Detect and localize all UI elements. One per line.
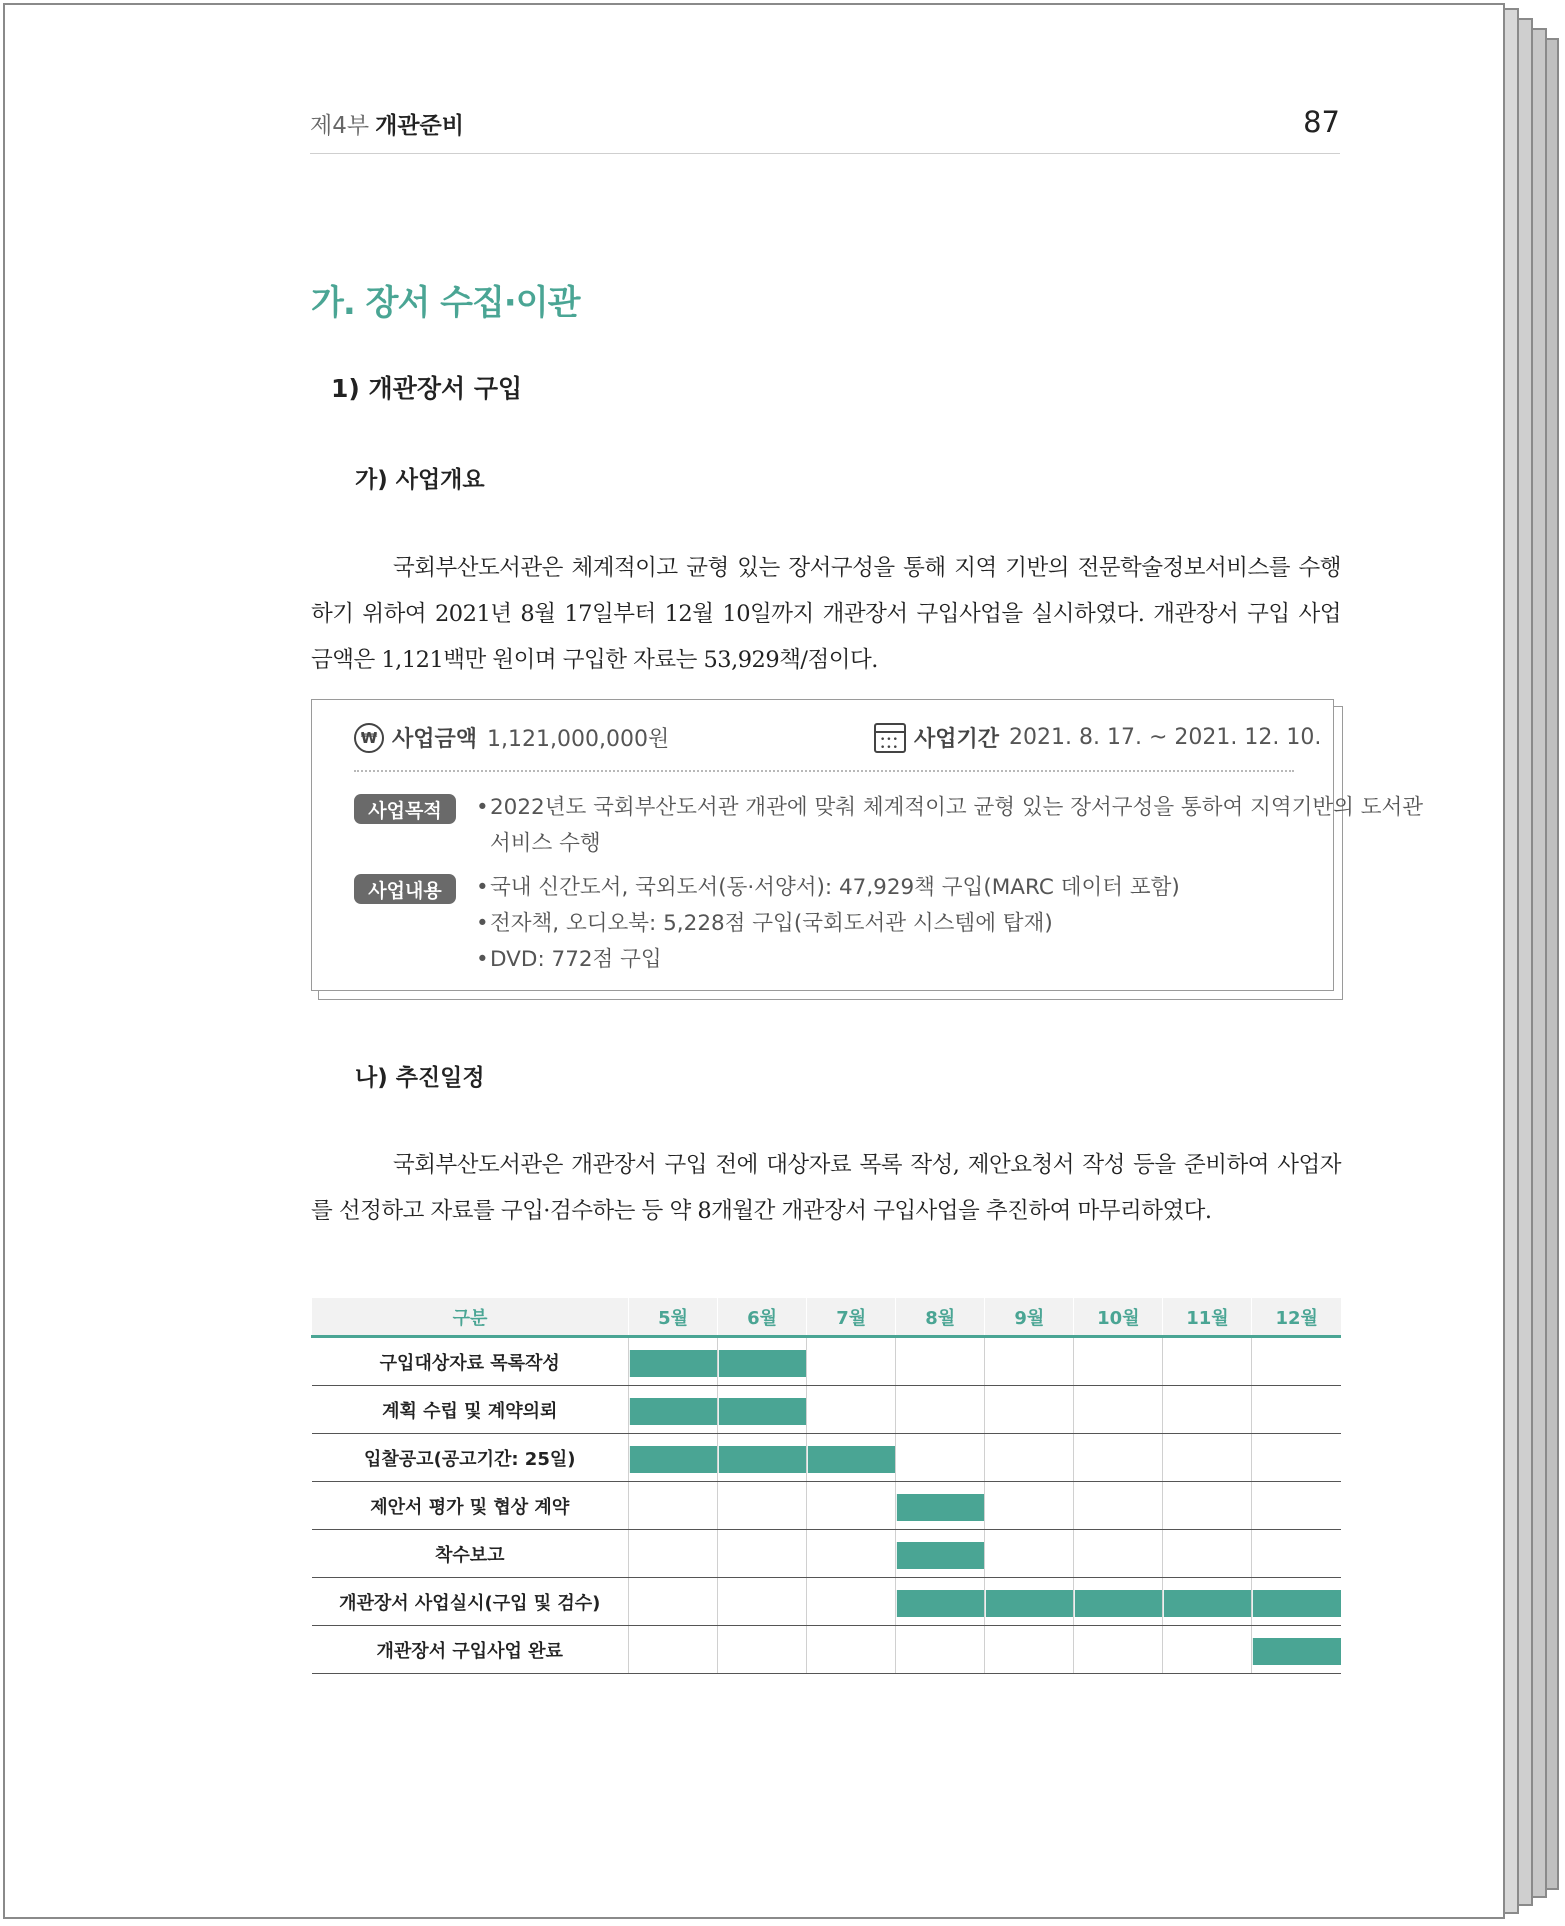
gantt-month-cell — [985, 1626, 1074, 1674]
gantt-month-cell — [718, 1337, 807, 1386]
gantt-month-header: 9월 — [985, 1298, 1074, 1337]
info-box — [311, 699, 1424, 991]
won-icon: ₩ — [354, 723, 384, 753]
gantt-month-cell — [1252, 1337, 1341, 1386]
gantt-bar — [896, 1542, 984, 1569]
gantt-month-cell — [1163, 1337, 1252, 1386]
gantt-task-label: 개관장서 사업실시(구입 및 검수) — [312, 1578, 629, 1626]
gantt-month-header: 10월 — [1074, 1298, 1163, 1337]
period-value: 2021. 8. 17. ~ 2021. 12. 10. — [1009, 725, 1322, 750]
gantt-month-cell — [985, 1530, 1074, 1578]
schedule-paragraph-text: 국회부산도서관은 개관장서 구입 전에 대상자료 목록 작성, 제안요청서 작성 등을 준비하여 사업자를 선정하고 자료를 구입·검수하는 등 약 8개월간 개관장서 구입사업을 추진하여 마무리하였다. — [311, 1152, 1341, 1224]
running-header — [310, 105, 1340, 154]
section-title: 가. 장서 수집·이관 — [311, 283, 580, 323]
gantt-bar — [807, 1446, 895, 1473]
gantt-month-cell — [1074, 1337, 1163, 1386]
page-edge — [1517, 18, 1533, 1906]
part-number: 제4부 — [310, 113, 370, 139]
amount-value: 1,121,000,000원 — [487, 727, 670, 752]
gantt-month-cell — [1252, 1578, 1341, 1626]
gantt-bar — [985, 1590, 1073, 1617]
schedule-heading: 나) 추진일정 — [355, 1065, 485, 1091]
period-label: 사업기간 — [914, 727, 1000, 752]
page-edge — [1545, 38, 1559, 1890]
gantt-bar — [1163, 1590, 1251, 1617]
gantt-month-header: 12월 — [1252, 1298, 1341, 1337]
book-page — [3, 3, 1505, 1919]
gantt-month-cell — [629, 1386, 718, 1434]
gantt-month-cell — [807, 1482, 896, 1530]
part-title: 개관준비 — [375, 113, 464, 139]
gantt-bar — [896, 1590, 984, 1617]
gantt-header-row — [312, 1298, 1342, 1337]
gantt-month-cell — [985, 1434, 1074, 1482]
gantt-task-row — [312, 1386, 1342, 1434]
gantt-month-cell — [807, 1626, 896, 1674]
gantt-month-cell — [1252, 1626, 1341, 1674]
gantt-month-cell — [629, 1434, 718, 1482]
gantt-month-cell — [718, 1386, 807, 1434]
gantt-month-cell — [1163, 1386, 1252, 1434]
gantt-bar — [1074, 1590, 1162, 1617]
gantt-month-cell — [1163, 1530, 1252, 1578]
gantt-month-cell — [1074, 1530, 1163, 1578]
gantt-month-cell — [985, 1482, 1074, 1530]
gantt-month-cell — [1252, 1386, 1341, 1434]
gantt-month-cell — [1074, 1626, 1163, 1674]
gantt-task-label: 입찰공고(공고기간: 25일) — [312, 1434, 629, 1482]
content-item: •전자책, 오디오북: 5,228점 구입(국회도서관 시스템에 탑재) — [476, 911, 1053, 936]
gantt-month-cell — [896, 1530, 985, 1578]
gantt-month-cell — [1163, 1626, 1252, 1674]
gantt-bar — [629, 1398, 717, 1425]
gantt-task-label: 개관장서 구입사업 완료 — [312, 1626, 629, 1674]
amount-label: 사업금액 — [392, 727, 478, 752]
gantt-month-cell — [896, 1337, 985, 1386]
gantt-task-row — [312, 1482, 1342, 1530]
gantt-month-cell — [1074, 1386, 1163, 1434]
gantt-task-row — [312, 1626, 1342, 1674]
gantt-bar — [1252, 1638, 1341, 1665]
gantt-month-cell — [896, 1626, 985, 1674]
gantt-category-header: 구분 — [312, 1298, 629, 1337]
gantt-month-cell — [807, 1530, 896, 1578]
gantt-month-cell — [985, 1337, 1074, 1386]
gantt-month-cell — [896, 1482, 985, 1530]
gantt-bar — [718, 1398, 806, 1425]
period-item — [874, 722, 1321, 753]
gantt-task-label: 구입대상자료 목록작성 — [312, 1337, 629, 1386]
gantt-month-header: 5월 — [629, 1298, 718, 1337]
content-item: •DVD: 772점 구입 — [476, 947, 662, 972]
running-header-part — [310, 107, 464, 140]
purpose-line-cont: 서비스 수행 — [490, 831, 601, 856]
gantt-month-cell — [718, 1530, 807, 1578]
gantt-month-cell — [1163, 1434, 1252, 1482]
gantt-month-cell — [807, 1578, 896, 1626]
gantt-month-cell — [629, 1337, 718, 1386]
gantt-month-cell — [718, 1626, 807, 1674]
gantt-month-cell — [718, 1482, 807, 1530]
gantt-month-cell — [1252, 1434, 1341, 1482]
content-tag: 사업내용 — [354, 874, 456, 904]
gantt-month-cell — [718, 1578, 807, 1626]
purpose-tag: 사업목적 — [354, 794, 456, 824]
gantt-task-label: 제안서 평가 및 협상 계약 — [312, 1482, 629, 1530]
gantt-month-header: 8월 — [896, 1298, 985, 1337]
gantt-bar — [718, 1446, 806, 1473]
gantt-month-cell — [807, 1337, 896, 1386]
gantt-month-cell — [1074, 1434, 1163, 1482]
gantt-month-cell — [896, 1434, 985, 1482]
page-number: 87 — [1303, 105, 1340, 139]
calendar-icon: ••• ••• — [874, 723, 906, 753]
gantt-bar — [629, 1446, 717, 1473]
gantt-task-label: 착수보고 — [312, 1530, 629, 1578]
page-edge — [1531, 28, 1547, 1898]
gantt-month-cell — [1074, 1482, 1163, 1530]
page-edge — [1503, 8, 1519, 1914]
gantt-month-cell — [1252, 1530, 1341, 1578]
schedule-gantt-table — [311, 1298, 1341, 1674]
gantt-month-cell — [1163, 1578, 1252, 1626]
gantt-bar — [718, 1350, 806, 1377]
gantt-month-cell — [629, 1530, 718, 1578]
gantt-month-cell — [1074, 1578, 1163, 1626]
gantt-bar — [629, 1350, 717, 1377]
gantt-month-cell — [1163, 1482, 1252, 1530]
content-item: •국내 신간도서, 국외도서(동·서양서): 47,929책 구입(MARC 데이터 포함) — [476, 875, 1180, 900]
gantt-bar — [1252, 1590, 1341, 1617]
gantt-month-cell — [896, 1578, 985, 1626]
gantt-task-row — [312, 1530, 1342, 1578]
gantt-month-cell — [629, 1578, 718, 1626]
gantt-task-row — [312, 1337, 1342, 1386]
gantt-bar — [896, 1494, 984, 1521]
gantt-task-row — [312, 1578, 1342, 1626]
gantt-task-row — [312, 1434, 1342, 1482]
overview-paragraph — [311, 545, 1341, 683]
subsection-title: 1) 개관장서 구입 — [331, 374, 523, 403]
gantt-month-cell — [629, 1482, 718, 1530]
gantt-task-label: 계획 수립 및 계약의뢰 — [312, 1386, 629, 1434]
gantt-month-cell — [807, 1434, 896, 1482]
overview-heading: 가) 사업개요 — [355, 467, 485, 493]
gantt-month-header: 6월 — [718, 1298, 807, 1337]
gantt-month-cell — [629, 1626, 718, 1674]
purpose-line: •2022년도 국회부산도서관 개관에 맞춰 체계적이고 균형 있는 장서구성을 통하여 지역기반의 도서관 — [476, 795, 1424, 820]
gantt-month-cell — [1252, 1482, 1341, 1530]
gantt-month-cell — [985, 1578, 1074, 1626]
gantt-month-header: 11월 — [1163, 1298, 1252, 1337]
overview-paragraph-text: 국회부산도서관은 체계적이고 균형 있는 장서구성을 통해 지역 기반의 전문학술정보서비스를 수행하기 위하여 2021년 8월 17일부터 12월 10일까지 개관장서 구입사업을 실시하였다. 개관장서 구입 사업 금액은 1,121백만 원이며 구입한 자료는 53,929책/점이다. — [311, 555, 1341, 673]
schedule-paragraph — [311, 1142, 1341, 1234]
info-meta-row — [354, 718, 1322, 772]
gantt-month-cell — [896, 1386, 985, 1434]
gantt-month-cell — [807, 1386, 896, 1434]
amount-item — [354, 722, 669, 753]
gantt-month-cell — [718, 1434, 807, 1482]
gantt-month-cell — [985, 1386, 1074, 1434]
gantt-month-header: 7월 — [807, 1298, 896, 1337]
